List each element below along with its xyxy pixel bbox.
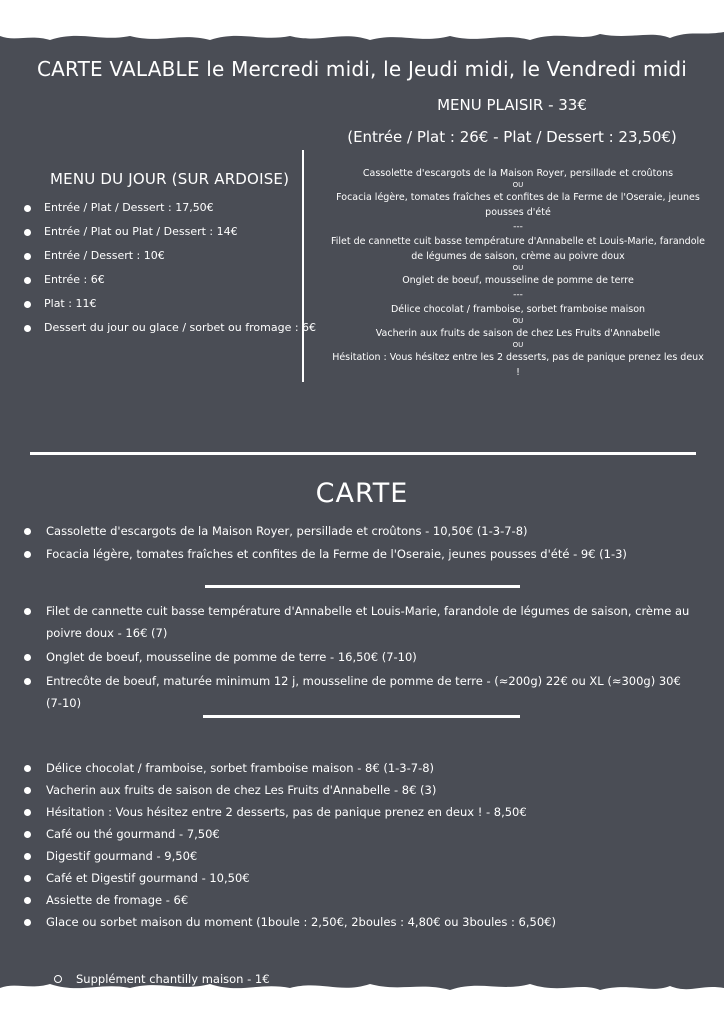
menu-du-jour-title: MENU DU JOUR (SUR ARDOISE) — [50, 170, 290, 188]
list-item: Entrée : 6€ — [24, 268, 316, 292]
list-item: Dessert du jour ou glace / sorbet ou fromage : 6€ — [24, 316, 316, 340]
list-item: Café ou thé gourmand - 7,50€ — [24, 823, 694, 845]
menu-plaisir-title: MENU PLAISIR - 33€ — [437, 96, 587, 114]
list-item: Filet de cannette cuit basse température d'Annabelle et Louis-Marie, farandole de légumes de saison, crème au poivre doux - 16€ (7) — [24, 600, 694, 644]
list-item: Vacherin aux fruits de saison de chez Les Fruits d'Annabelle - 8€ (3) — [24, 779, 694, 801]
menu-plaisir-subtitle: (Entrée / Plat : 26€ - Plat / Dessert : 23,50€) — [347, 128, 677, 146]
menu-line: Focacia légère, tomates fraîches et confites de la Ferme de l'Oseraie, jeunes pousses d'été — [336, 192, 700, 218]
menu-line: Délice chocolat / framboise, sorbet framboise maison — [390, 304, 646, 315]
list-item: Onglet de boeuf, mousseline de pomme de terre - 16,50€ (7-10) — [24, 646, 694, 668]
carte-desserts-list — [24, 757, 694, 933]
list-item: Cassolette d'escargots de la Maison Royer, persillade et croûtons - 10,50€ (1-3-7-8) — [24, 520, 694, 543]
list-item: Café et Digestif gourmand - 10,50€ — [24, 867, 694, 889]
menu-line: Hésitation : Vous hésitez entre les 2 desserts, pas de panique prenez les deux ! — [332, 352, 704, 378]
menu-line: Vacherin aux fruits de saison de chez Les Fruits d'Annabelle — [375, 328, 661, 339]
list-item: Plat : 11€ — [24, 292, 316, 316]
carte-entrees-list — [24, 520, 694, 566]
menu-line: Filet de cannette cuit basse température d'Annabelle et Louis-Marie, farandole de légumes de saison, crème au poivre doux — [330, 236, 706, 262]
list-item: Focacia légère, tomates fraîches et confites de la Ferme de l'Oseraie, jeunes pousses d'été - 9€ (1-3) — [24, 543, 694, 566]
list-item: Délice chocolat / framboise, sorbet framboise maison - 8€ (1-3-7-8) — [24, 757, 694, 779]
menu-du-jour-list — [24, 196, 316, 340]
list-item: Assiette de fromage - 6€ — [24, 889, 694, 911]
page-headline: CARTE VALABLE le Mercredi midi, le Jeudi midi, le Vendredi midi — [36, 57, 688, 81]
list-item: Entrée / Dessert : 10€ — [24, 244, 316, 268]
section-divider — [30, 452, 696, 455]
supplement-item: Supplément chantilly maison - 1€ — [54, 968, 270, 990]
list-item: Entrecôte de boeuf, maturée minimum 12 j, mousseline de pomme de terre - (≈200g) 22€ ou XL (≈300g) 30€ (7-10) — [24, 670, 694, 714]
group-divider — [203, 715, 520, 718]
menu-separator: --- — [513, 222, 523, 232]
menu-plaisir-body — [330, 166, 706, 450]
list-item: Entrée / Plat / Dessert : 17,50€ — [24, 196, 316, 220]
list-item: Glace ou sorbet maison du moment (1boule : 2,50€, 2boules : 4,80€ ou 3boules : 6,50€) — [24, 911, 694, 933]
list-item: Entrée / Plat ou Plat / Dessert : 14€ — [24, 220, 316, 244]
list-item: Digestif gourmand - 9,50€ — [24, 845, 694, 867]
group-divider — [205, 585, 520, 588]
carte-plats-list — [24, 600, 694, 716]
menu-line: Cassolette d'escargots de la Maison Royer, persillade et croûtons — [362, 168, 674, 179]
menu-line: Onglet de boeuf, mousseline de pomme de terre — [402, 275, 634, 286]
menu-or: OU — [512, 181, 524, 189]
menu-separator: --- — [513, 290, 523, 300]
carte-title: CARTE — [315, 478, 409, 509]
menu-or: OU — [512, 341, 524, 349]
menu-or: OU — [512, 317, 524, 325]
list-item: Hésitation : Vous hésitez entre 2 desserts, pas de panique prenez en deux ! - 8,50€ — [24, 801, 694, 823]
brush-stroke-top — [0, 0, 724, 60]
menu-or: OU — [512, 264, 524, 272]
